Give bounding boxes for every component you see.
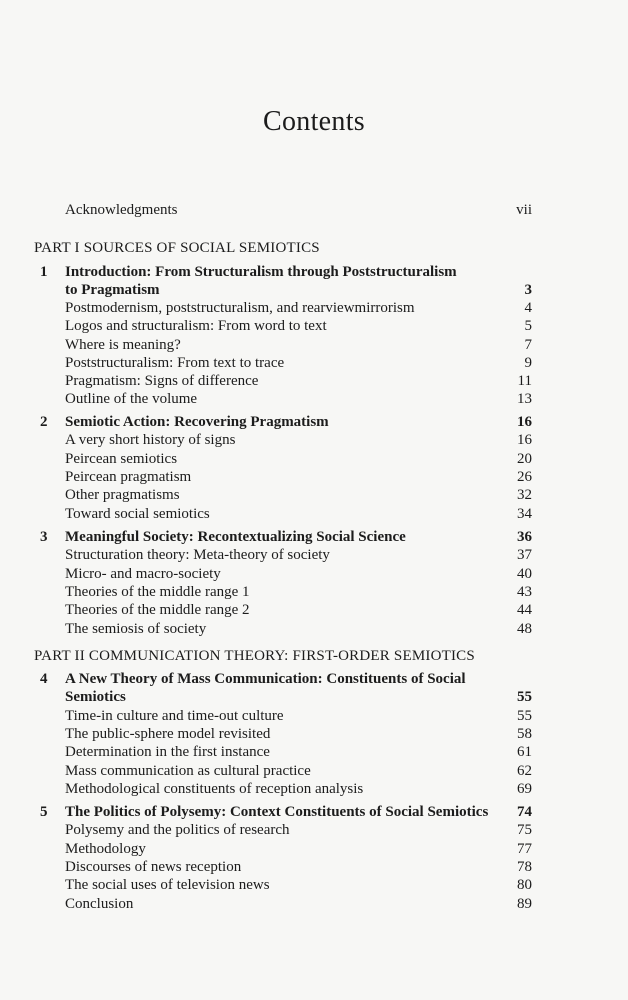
toc-section: [0, 743, 628, 762]
toc-page-number: 44: [517, 602, 532, 618]
section-title: Logos and structuralism: From word to text: [65, 318, 327, 334]
section-title: Peircean semiotics: [65, 451, 178, 467]
section-title: Structuration theory: Meta-theory of society: [65, 547, 330, 563]
toc-section: [0, 876, 628, 895]
toc-section: [0, 725, 628, 744]
toc-section: [0, 354, 628, 373]
toc-page-number: 37: [517, 547, 532, 563]
toc-page-number: 5: [524, 318, 532, 334]
chapter-title: A New Theory of Mass Communication: Constituents of Social: [65, 671, 466, 687]
chapter-title: The Politics of Polysemy: Context Constituents of Social Semiotics: [65, 804, 489, 820]
section-title: Discourses of news reception: [65, 859, 242, 875]
toc-page-number: 80: [517, 877, 532, 893]
toc-section: [0, 565, 628, 584]
toc-section: [0, 299, 628, 318]
toc-page-number: 16: [517, 414, 532, 430]
toc-section: [0, 468, 628, 487]
section-title: Theories of the middle range 1: [65, 584, 250, 600]
toc-section: [0, 601, 628, 620]
toc-section: [0, 317, 628, 336]
toc-section: [0, 372, 628, 391]
section-title: Peircean pragmatism: [65, 469, 192, 485]
section-title: Methodology: [65, 841, 146, 857]
toc-section: [0, 858, 628, 877]
chapter-number: 4: [40, 671, 48, 687]
toc-chapter-1: [0, 263, 628, 282]
toc-chapter-4-continued: [0, 688, 628, 707]
section-title: Poststructuralism: From text to trace: [65, 355, 285, 371]
toc-chapter-2: [0, 413, 628, 432]
section-title: Toward social semiotics: [65, 506, 210, 522]
chapter-number: 2: [40, 414, 48, 430]
toc-page-number: 69: [517, 781, 532, 797]
toc-page-number: vii: [516, 202, 532, 218]
toc-chapter-5: [0, 803, 628, 822]
toc-page-number: 20: [517, 451, 532, 467]
toc-page-number: 36: [517, 529, 532, 545]
chapter-number: 3: [40, 529, 48, 545]
toc-page-number: 75: [517, 822, 532, 838]
toc-section: [0, 390, 628, 409]
toc-page-number: 11: [517, 373, 532, 389]
section-title: Micro- and macro-society: [65, 566, 221, 582]
toc-section: [0, 583, 628, 602]
section-title: Other pragmatisms: [65, 487, 180, 503]
toc-page-number: 74: [517, 804, 532, 820]
toc-page-number: 3: [524, 282, 532, 298]
toc-page-number: 16: [517, 432, 532, 448]
toc-entry-label: Acknowledgments: [65, 202, 178, 218]
section-title: Outline of the volume: [65, 391, 198, 407]
toc-page-number: 4: [524, 300, 532, 316]
section-title: The social uses of television news: [65, 877, 270, 893]
part-label: PART II COMMUNICATION THEORY: FIRST-ORDER SEMIOTICS: [34, 648, 475, 664]
toc-chapter-3: [0, 528, 628, 547]
section-title: Mass communication as cultural practice: [65, 763, 311, 779]
section-title: The public-sphere model revisited: [65, 726, 271, 742]
chapter-title: Meaningful Society: Recontextualizing Social Science: [65, 529, 406, 545]
toc-section: [0, 431, 628, 450]
toc-entry-acknowledgments: [0, 201, 628, 220]
toc-page-number: 43: [517, 584, 532, 600]
section-title: Determination in the first instance: [65, 744, 270, 760]
chapter-title: Introduction: From Structuralism through Poststructuralism: [65, 264, 457, 280]
chapter-number: 1: [40, 264, 48, 280]
toc-section: [0, 840, 628, 859]
toc-page-number: 48: [517, 621, 532, 637]
toc-page-number: 89: [517, 896, 532, 912]
toc-chapter-1-continued: [0, 281, 628, 300]
toc-page-number: 34: [517, 506, 532, 522]
toc-page-number: 32: [517, 487, 532, 503]
toc-page-number: 55: [517, 689, 532, 705]
toc-page-number: 13: [517, 391, 532, 407]
chapter-number: 5: [40, 804, 48, 820]
toc-section: [0, 450, 628, 469]
section-title: Where is meaning?: [65, 337, 181, 353]
toc-section: [0, 505, 628, 524]
toc-page-number: 78: [517, 859, 532, 875]
toc-page-number: 77: [517, 841, 532, 857]
section-title: Pragmatism: Signs of difference: [65, 373, 259, 389]
section-title: Time-in culture and time-out culture: [65, 708, 284, 724]
toc-part-heading: [0, 239, 628, 258]
toc-page-number: 55: [517, 708, 532, 724]
toc-page-number: 62: [517, 763, 532, 779]
toc-page-number: 7: [524, 337, 532, 353]
section-title: Conclusion: [65, 896, 134, 912]
toc-page-number: 26: [517, 469, 532, 485]
toc-part-heading: [0, 647, 628, 666]
toc-section: [0, 780, 628, 799]
section-title: A very short history of signs: [65, 432, 236, 448]
toc-section: [0, 707, 628, 726]
chapter-title-continued: Semiotics: [65, 689, 126, 705]
part-label: PART I SOURCES OF SOCIAL SEMIOTICS: [34, 240, 320, 256]
section-title: Postmodernism, poststructuralism, and rearviewmirrorism: [65, 300, 415, 316]
section-title: Theories of the middle range 2: [65, 602, 250, 618]
toc-page-number: 58: [517, 726, 532, 742]
toc-page-number: 61: [517, 744, 532, 760]
toc-section: [0, 620, 628, 639]
chapter-title: Semiotic Action: Recovering Pragmatism: [65, 414, 329, 430]
chapter-title-continued: to Pragmatism: [65, 282, 160, 298]
toc-page-number: 40: [517, 566, 532, 582]
toc-section: [0, 336, 628, 355]
toc-section: [0, 486, 628, 505]
toc-section: [0, 895, 628, 914]
toc-section: [0, 762, 628, 781]
toc-section: [0, 546, 628, 565]
toc-chapter-4: [0, 670, 628, 689]
section-title: Methodological constituents of reception analysis: [65, 781, 364, 797]
section-title: The semiosis of society: [65, 621, 207, 637]
toc-page-number: 9: [524, 355, 532, 371]
page-title: Contents: [263, 106, 365, 137]
toc-section: [0, 821, 628, 840]
section-title: Polysemy and the politics of research: [65, 822, 290, 838]
